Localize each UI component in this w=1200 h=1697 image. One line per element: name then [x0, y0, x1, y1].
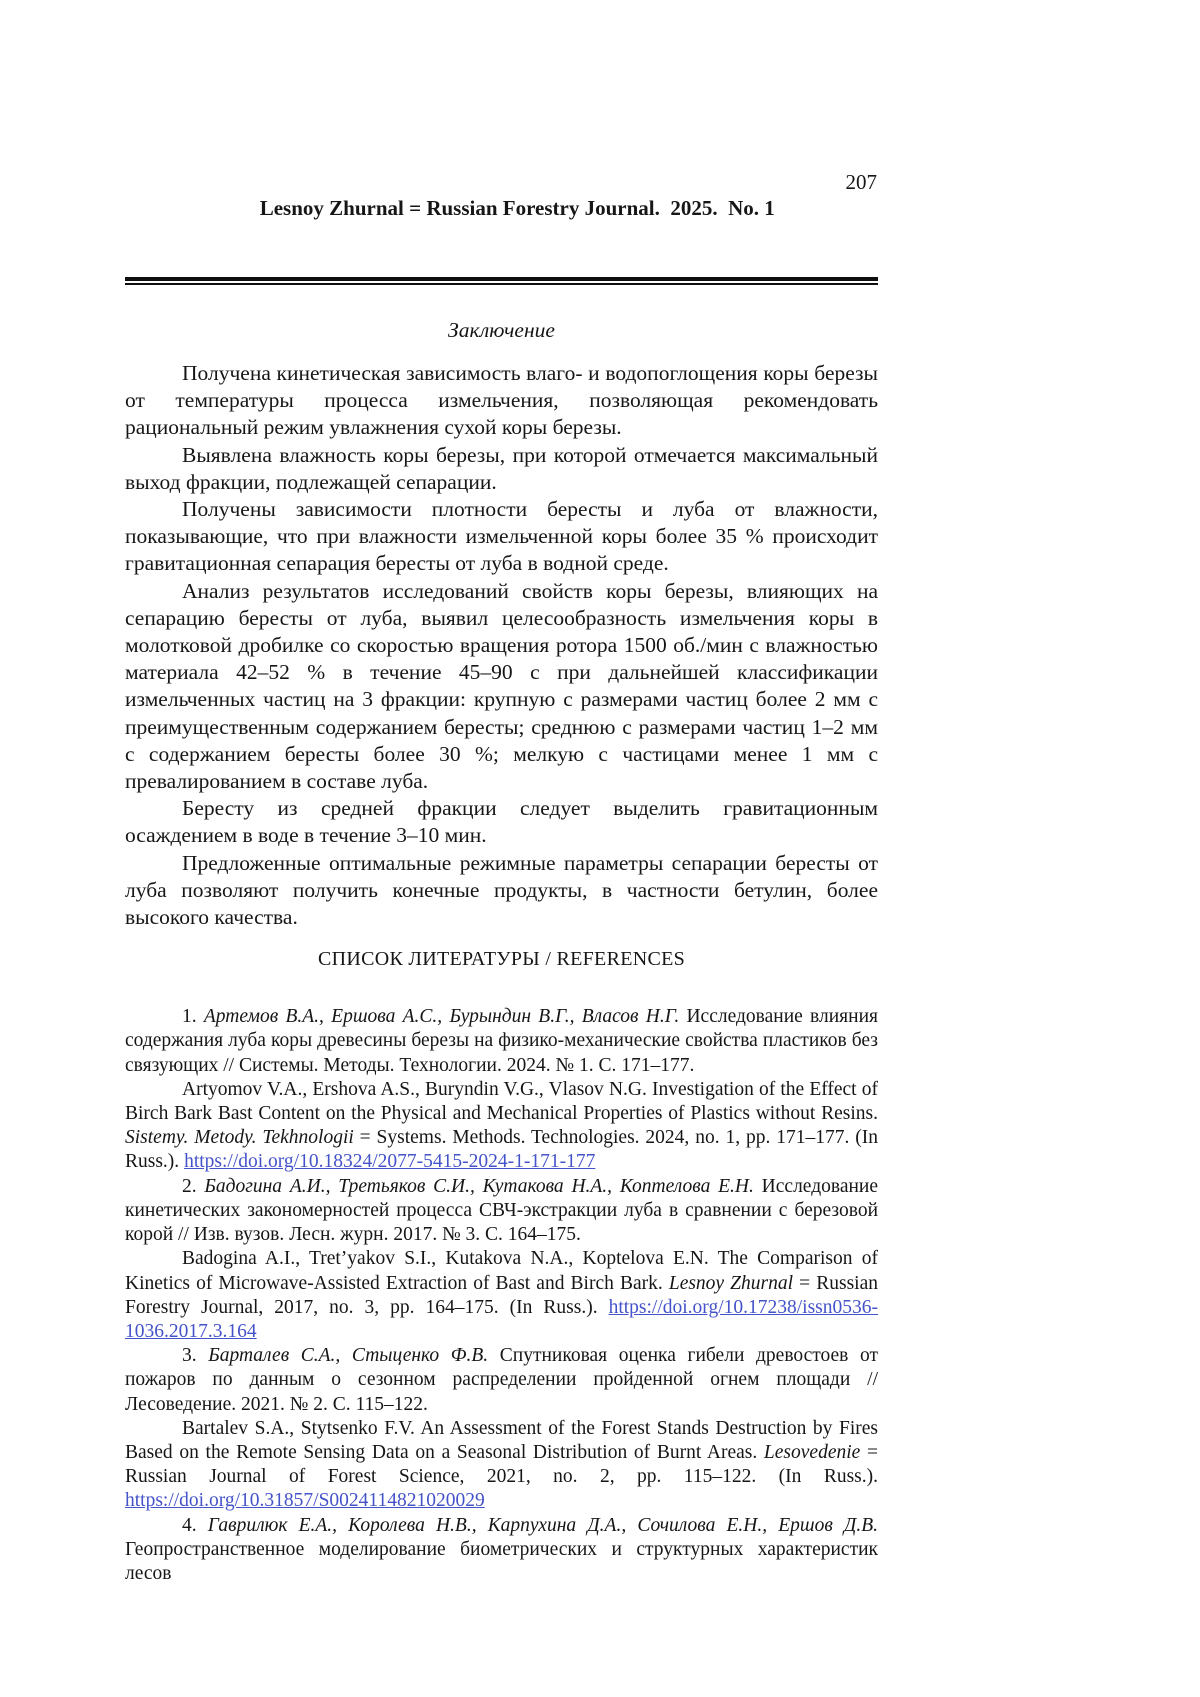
reference-entry — [125, 1005, 878, 1078]
references-list — [125, 1005, 878, 1586]
conclusion-paragraph: Анализ результатов исследований свойств коры березы, влияющих на сепарацию бересты от луба, выявил целесообразность измельчения коры в молотковой дробилке со скоростью вращения ротора 1500 об./мин с влажностью материала 42–52 % в течение 45–90 с при дальнейшей классификации измельченных частиц на 3 фракции: крупную с размерами частиц более 2 мм с преимущественным содержанием бересты; среднюю с размерами частиц 1–2 мм с содержанием бересты более 30 %; мелкую с частицами менее 1 мм с превалированием в составе луба. — [125, 578, 878, 794]
reference-entry — [125, 1078, 878, 1175]
conclusion-paragraph: Предложенные оптимальные режимные параметры сепарации бересты от луба позволяют получить конечные продукты, в частности бетулин, более высокого качества. — [125, 850, 878, 930]
ref-authors: Бадогина А.И., Третьяков С.И., Кутакова Н.А., Коптелова Е.Н. — [204, 1175, 754, 1197]
ref-text: Badogina A.I., Tret’yakov S.I., Kutakova N.A., Koptelova E.N. The Comparison of Kinetics of Microwave-Assisted Extraction of Bast and Birch Bark. — [125, 1248, 878, 1294]
reference-entry — [125, 1344, 878, 1417]
ref-text: 3. — [182, 1345, 209, 1367]
ref-authors: Lesovedenie — [763, 1441, 861, 1463]
ref-text: 2. — [182, 1175, 205, 1197]
ref-text: 4. — [182, 1514, 208, 1536]
references-heading: СПИСОК ЛИТЕРАТУРЫ / REFERENCES — [317, 948, 686, 971]
ref-text: Исследование влияния содержания луба коры древесины березы на физико-механические свойства пластиков без связующих // Системы. Методы. Технологии. 2024. № 1. С. 171–177. — [125, 1006, 878, 1076]
ref-text: Спутниковая оценка гибели древостоев от пожаров по данным о сезонном распределении пройденной огнем площади // Лесоведение. 2021. № 2. С. 115–122. — [125, 1345, 879, 1415]
ref-authors: Гаврилюк Е.А., Королева Н.В., Карпухина Д.А., Сочилова Е.Н., Ершов Д.В. — [207, 1514, 878, 1536]
ref-text: 1. — [182, 1006, 204, 1028]
header-rule-thick-line — [125, 277, 878, 281]
reference-entry — [125, 1247, 878, 1344]
doi-link[interactable]: https://doi.org/10.31857/S0024114821020029 — [125, 1490, 485, 1512]
ref-text: Исследование кинетических закономерностей процесса СВЧ-экстракции луба в сравнении с березовой корой // Изв. вузов. Лесн. журн. 2017. № 3. С. 164–175. — [125, 1175, 879, 1246]
ref-text: = Russian Forestry Journal, 2017, no. 3, pp. 164–175. (In Russ.). — [125, 1272, 878, 1318]
ref-text: Геопространственное моделирование биометрических и структурных характеристик лесов — [125, 1538, 878, 1584]
reference-entry — [125, 1175, 878, 1248]
conclusion-paragraph: Получена кинетическая зависимость влаго- и водопоглощения коры березы от температуры процесса измельчения, позволяющая рекомендовать рациональный режим увлажнения сухой коры березы. — [125, 361, 878, 440]
doi-link[interactable]: https://doi.org/10.18324/2077-5415-2024-1-171-177 — [184, 1151, 596, 1173]
reference-entry — [125, 1514, 878, 1587]
header-rule — [125, 277, 878, 285]
ref-text: = Systems. Methods. Technologies. 2024, no. 1, pp. 171–177. (In Russ.). — [125, 1127, 878, 1173]
ref-authors: Артемов В.А., Ершова А.С., Бурындин В.Г., Власов Н.Г. — [203, 1006, 680, 1028]
conclusion-body — [125, 360, 878, 931]
reference-entry — [125, 1417, 878, 1514]
conclusion-paragraph: Получены зависимости плотности бересты и луба от влажности, показывающие, что при влажности измельченной коры более 35 % происходит гравитационная сепарация бересты от луба в водной среде. — [125, 497, 878, 576]
conclusion-paragraph: Бересту из средней фракции следует выделить гравитационным осаждением в воде в течение 3–10 мин. — [125, 796, 878, 848]
page-header — [125, 169, 878, 273]
doi-link[interactable]: https://doi.org/10.17238/issn0536-1036.2017.3.164 — [125, 1296, 878, 1342]
ref-authors: Sistemy. Metody. Tekhnologii — [125, 1127, 354, 1149]
ref-authors: Lesnoy Zhurnal — [668, 1272, 794, 1294]
header-rule-thin-line — [125, 283, 878, 285]
page-number: 207 — [845, 170, 877, 194]
conclusion-heading: Заключение — [448, 318, 555, 342]
ref-authors: Барталев С.А., Стыценко Ф.В. — [208, 1345, 489, 1367]
ref-text: = Russian Journal of Forest Science, 2021, no. 2, pp. 115–122. (In Russ.). — [125, 1441, 879, 1488]
running-head-title: Lesnoy Zhurnal = Russian Forestry Journal. 2025. No. 1 — [259, 196, 775, 220]
page-content — [125, 0, 878, 1586]
ref-text: Bartalev S.A., Stytsenko F.V. An Assessment of the Forest Stands Destruction by Fires Based on the Remote Sensing Data on a Seasonal Distribution of Burnt Areas. — [125, 1417, 878, 1463]
conclusion-paragraph: Выявлена влажность коры березы, при которой отмечается максимальный выход фракции, подлежащей сепарации. — [125, 442, 878, 494]
ref-text: Artyomov V.A., Ershova A.S., Buryndin V.G., Vlasov N.G. Investigation of the Effect of Birch Bark Bast Content on the Physical and Mechanical Properties of Plastics without Resins. — [125, 1078, 878, 1125]
